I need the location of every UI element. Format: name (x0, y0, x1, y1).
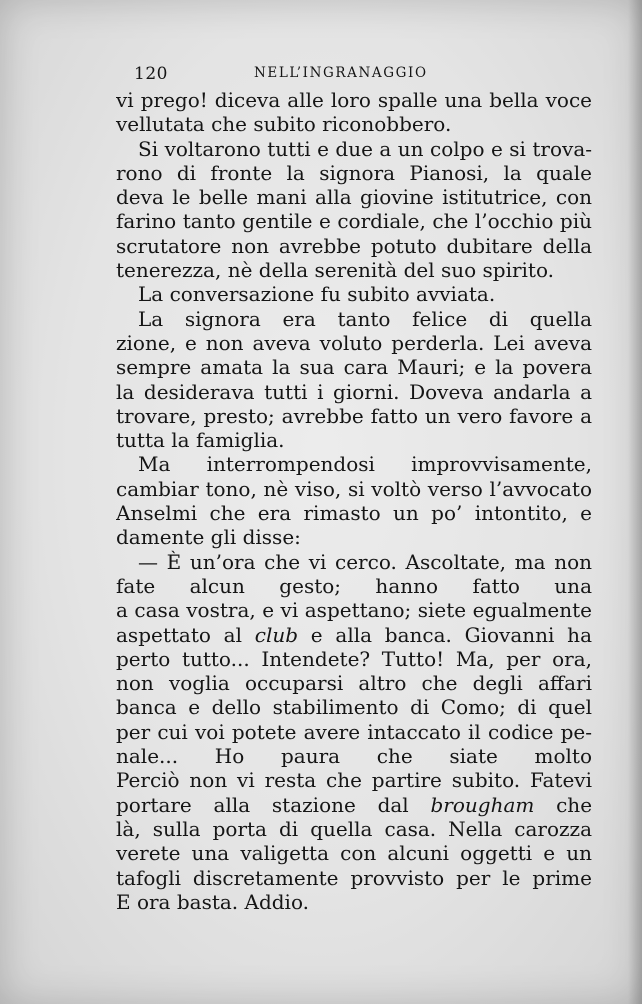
text-line: banca e dello stabilimento di Como; di quel (116, 695, 592, 720)
text-line: vi prego! diceva alle loro spalle una bella voce (116, 88, 592, 112)
text-line: cambiar tono, nè viso, si voltò verso l’avvocato (116, 476, 592, 501)
body-text (116, 88, 592, 914)
text-segment: che (556, 792, 592, 817)
page-header (134, 64, 444, 86)
italic-word-club: club (254, 622, 299, 647)
text-segment: aspettato al (116, 622, 242, 647)
text-line: là, sulla porta di quella casa. Nella carozza (116, 816, 592, 841)
text-line: scrutatore non avrebbe potuto dubitare della (116, 233, 592, 258)
text-line: Anselmi che era rimasto un po’ intontito, e (116, 501, 592, 526)
text-segment: e alla banca. Giovanni ha (310, 622, 592, 647)
italic-word-brougham: brougham (430, 792, 535, 817)
text-line: tenerezza, nè della serenità del suo spirito. (116, 258, 555, 283)
paragraph-start-line: — È un’ora che vi cerco. Ascoltate, ma non (138, 549, 592, 574)
text-line: E ora basta. Addio. (116, 889, 309, 914)
text-line: vellutata che subito riconobbero. (116, 112, 452, 137)
text-line: a casa vostra, e vi aspettano; siete egualmente (116, 598, 592, 623)
text-line: non voglia occuparsi altro che degli affari (116, 671, 592, 696)
paragraph-start-line: Si voltarono tutti e due a un colpo e si trova- (138, 136, 592, 161)
text-line: fate alcun gesto; hanno fatto una (116, 573, 592, 598)
running-title: NELL’INGRANAGGIO (254, 65, 428, 81)
text-line: deva le belle mani alla giovine istitutrice, con (116, 185, 592, 210)
text-line: la desiderava tutti i giorni. Doveva andarla a (116, 379, 592, 404)
text-segment: portare alla stazione dal (116, 792, 409, 817)
text-line-with-italic (116, 623, 592, 647)
page-edge-shadow (628, 0, 642, 1004)
paragraph-start-line: La signora era tanto felice di quella (138, 306, 592, 331)
paragraph-start-line: La conversazione fu subito avviata. (138, 282, 496, 307)
text-line: sempre amata la sua cara Mauri; e la povera (116, 355, 592, 380)
text-line: damente gli disse: (116, 525, 301, 550)
text-line: Perciò non vi resta che partire subito. Fatevi (116, 768, 592, 793)
text-line: tutta la famiglia. (116, 428, 285, 453)
page-number: 120 (134, 64, 168, 84)
text-line: rono di fronte la signora Pianosi, la quale (116, 160, 592, 185)
text-line: nale... Ho paura che siate molto (116, 744, 592, 769)
text-line: perto tutto... Intendete? Tutto! Ma, per ora, (116, 646, 592, 671)
text-line: verete una valigetta con alcuni oggetti e un (116, 841, 592, 866)
paragraph-start-line: Ma interrompendosi improvvisamente, (138, 452, 592, 477)
text-line: zione, e non aveva voluto perderla. Lei aveva (116, 330, 592, 355)
text-line: per cui voi potete avere intaccato il codice pe- (116, 719, 592, 744)
text-line: trovare, presto; avrebbe fatto un vero favore a (116, 403, 592, 428)
text-line-with-italic (116, 793, 592, 817)
text-line: farino tanto gentile e cordiale, che l’occhio più (116, 209, 592, 234)
text-line: tafogli discretamente provvisto per le prime (116, 865, 592, 890)
